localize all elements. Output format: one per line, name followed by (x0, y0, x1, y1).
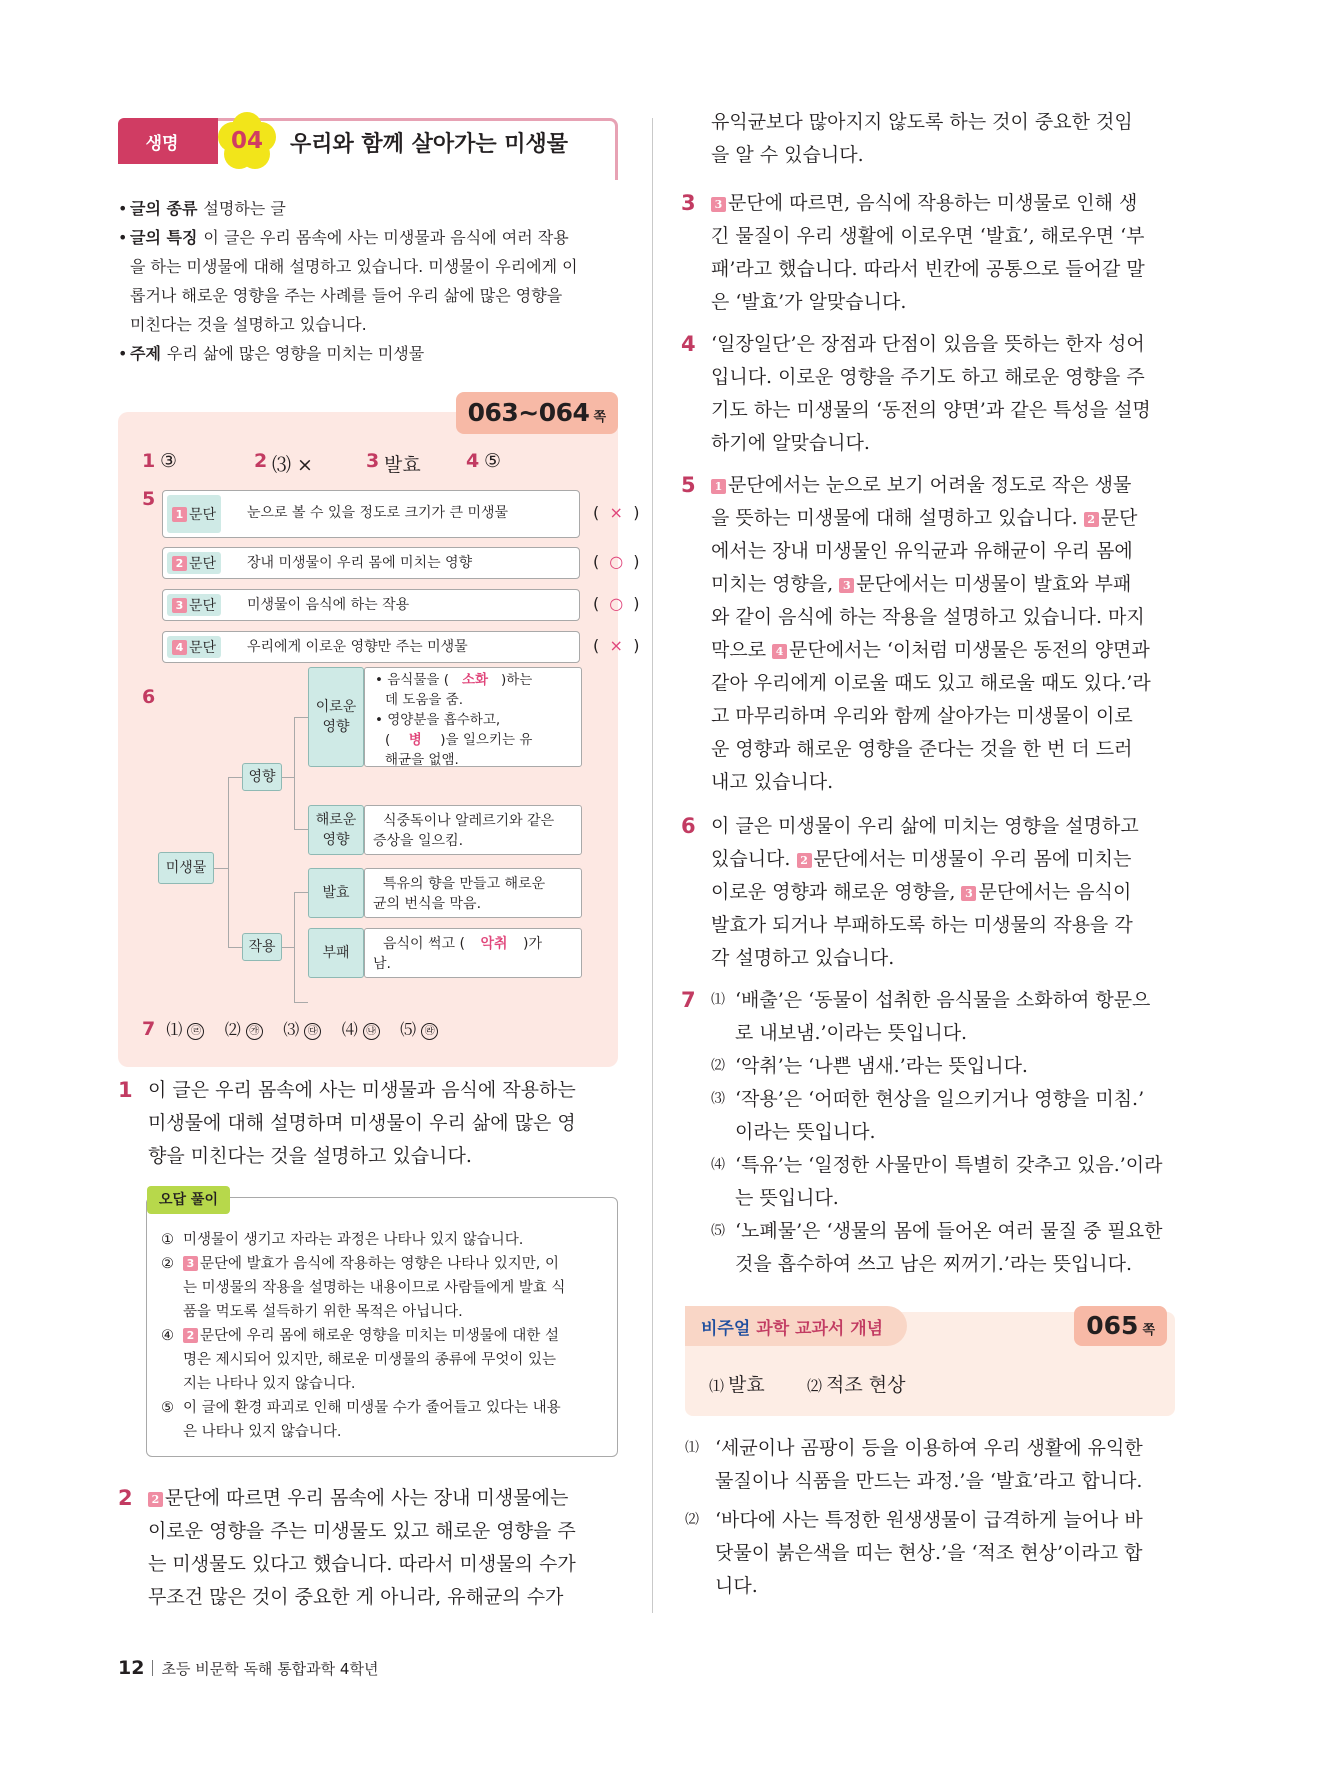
tree-good-text: • 음식물을 ( 소화 )하는 데 도움을 줌. • 영양분을 흡수하고, ( 병 )을 일으키는 유 해균을 없앰. (364, 667, 582, 767)
explanation-6: 6 이 글은 미생물이 우리 삶에 미치는 영향을 설명하고 있습니다. 2 문단에서는 미생물이 우리 몸에 미치는 이로운 영향과 해로운 영향을, 3 문단에서는 음식이 발효가 되거나 부패하도록 하는 미생물의 작용을 각 각 설명하고 있습니다. (681, 814, 1139, 969)
lesson-number: 04 (230, 128, 263, 154)
q7-answers: 7 ⑴ ㉣ ⑵ ㉮ ⑶ ㉰ ⑷ ㉯ ⑸ ㉱ (142, 1017, 438, 1040)
subject-label: 생명 (145, 133, 179, 154)
tree-rot-text: 음식이 썩고 ( 악취 )가 남. (364, 928, 582, 978)
book-title: 초등 비문학 독해 통합과학 4학년 (161, 1659, 379, 1678)
explanation-5: 5 1 문단에서는 눈으로 보기 어려울 정도로 작은 생물 을 뜻하는 미생물에 대해 설명하고 있습니다. 2 문단 에서는 장내 미생물인 유익균과 유해균이 우리 몸에 미치는 영향을, 3 문단에서는 미생물이 발효와 부패 와 같이 음식에 하는 작용을 설명하고 있습니다. 마지 막으로 4 문단에서는 ‘이처럼 미생물은 동전의 양면과 같아 우리에게 이로울 때도 있고 해로울 때도 있다.’라 고 마무리하며 우리와 함께 살아가는 미생물이 이로 운 영향과 해로운 영향을 준다는 것을 한 번 더 드러 내고 있습니다. (681, 473, 1151, 793)
visual-concept-label: 비주얼 과학 교과서 개념 (685, 1306, 907, 1346)
q5-row-4: 4 문단 우리에게 이로운 영향만 주는 미생물 (162, 631, 580, 663)
q6-number: 6 (142, 686, 156, 708)
page-range-tag: 063~064 쪽 (456, 392, 618, 434)
summary-theme: • 주제 우리 삶에 많은 영향을 미치는 미생물 (118, 344, 425, 363)
lesson-title-bar (118, 112, 618, 180)
summary-feature-l4: 미친다는 것을 설명하고 있습니다. (130, 315, 367, 334)
summary-feature: • 글의 특징 이 글은 우리 몸속에 사는 미생물과 음식에 여러 작용 (118, 228, 569, 247)
summary-block (118, 194, 618, 368)
column-divider (652, 118, 653, 1613)
para-tag: 1 문단 (167, 495, 221, 533)
explanation-4: 4 ‘일장일단’은 장점과 단점이 있음을 뜻하는 한자 성어 입니다. 이로운 영향을 주기도 하고 해로운 영향을 주 기도 하는 미생물의 ‘동전의 양면’과 같은 특성을 설명 하기에 알맞습니다. (681, 332, 1151, 454)
summary-feature-l2: 을 하는 미생물에 대해 설명하고 있습니다. 미생물이 우리에게 이 (130, 257, 578, 276)
left-column (118, 112, 640, 1608)
tree-rot: 부패 (308, 928, 364, 978)
q5-mark-4: ( × ) (593, 636, 640, 655)
wrong-answer-label: 오답 풀이 (147, 1186, 230, 1214)
visual-page-tag: 065 쪽 (1074, 1306, 1167, 1346)
wrong-item: ④ 2 문단에 우리 몸에 해로운 영향을 미치는 미생물에 대한 설 (161, 1328, 560, 1344)
wrong-item: ⑤ 이 글에 환경 파괴로 인해 미생물 수가 줄어들고 있다는 내용 (161, 1400, 561, 1416)
summary-kind: • 글의 종류 설명하는 글 (118, 199, 286, 218)
explanation-1: 1 이 글은 우리 몸속에 사는 미생물과 음식에 작용하는 미생물에 대해 설명하며 미생물이 우리 삶에 많은 영 향을 미친다는 것을 설명하고 있습니다. (118, 1078, 576, 1167)
tree-influence: 영향 (242, 763, 282, 791)
tree-bad-text: 식중독이나 알레르기와 같은 증상을 일으킴. (364, 805, 582, 855)
lesson-title: 우리와 함께 살아가는 미생물 (290, 132, 569, 157)
explanation-7: 7 ⑴ ‘배출’은 ‘동물이 섭취한 음식물을 소화하여 항문으 로 내보냄.’이라는 뜻입니다. ⑵ ‘악취’는 ‘나쁜 냄새.’라는 뜻입니다. ⑶ ‘작용’은 ‘어떠한 현상을 일으키거나 영향을 미침.’ 이라는 뜻입니다. ⑷ ‘특유’는 ‘일정한 사물만이 특별히 갖추고 있음.’이라 는 뜻입니다. ⑸ ‘노폐물’은 ‘생물의 몸에 들어온 여러 물질 중 필요한 것을 흡수하여 쓰고 남은 찌꺼기.’라는 뜻입니다. (681, 988, 1163, 1275)
explanation-2-continued: 유익균보다 많아지지 않도록 하는 것이 중요한 것임 을 알 수 있습니다. (711, 111, 1133, 166)
answer-box: 063~064 쪽 1 ③ 2 ⑶ × 3 발효 4 ⑤ 5 1 문단 눈으로 볼 수 있을 정도로 크기가 큰 미생물 ( × ) 2 문단 장내 미생물이 우리 몸에 미치는 영향 ( ○ ) 3 문단 미생물이 음식에 하는 작용 ( ○ ) 4 문단 우리에게 이로운 영향만 주는 미생물 ( × ) 6 미생물 영향 작용 이로운 영향 • 음식물을 ( 소화 )하는 데 도움을 줌. • 영양분을 흡수하고, ( 병 )을 일으키는 유 해균을 없앰. 해로운 영향 식중독이나 알레르기와 같은 증상을 일으킴. 발효 특유의 향을 만들고 해로운 균의 번식을 막음. 부패 음식이 썩고 ( 악취 )가 남. 7 ⑴ ㉣ ⑵ ㉮ ⑶ ㉰ ⑷ ㉯ ⑸ ㉱ (118, 412, 618, 1067)
wrong-item: ① 미생물이 생기고 자라는 과정은 나타나 있지 않습니다. (161, 1232, 524, 1248)
page-number: 12 (118, 1657, 145, 1679)
tree-good-influence: 이로운 영향 (308, 667, 364, 767)
visual-concept-box (685, 1312, 1175, 1416)
tree-ferment: 발효 (308, 868, 364, 918)
visual-answers: ⑴ 발효 ⑵ 적조 현상 (709, 1374, 906, 1396)
visual-explanation: ⑴ ‘세균이나 곰팡이 등을 이용하여 우리 생활에 유익한 물질이나 식품을 만드는 과정.’을 ‘발효’라고 합니다. ⑵ ‘바다에 사는 특정한 원생생물이 급격하게 늘어나 바 닷물이 붉은색을 띠는 현상.’을 ‘적조 현상’이라고 합 니다. (685, 1437, 1143, 1597)
tree-ferment-text: 특유의 향을 만들고 해로운 균의 번식을 막음. (364, 868, 582, 918)
explanation-3: 3 3 문단에 따르면, 음식에 작용하는 미생물로 인해 생 긴 물질이 우리 생활에 이로우면 ‘발효’, 해로우면 ‘부 패’라고 했습니다. 따라서 빈칸에 공통으로 들어갈 말 은 ‘발효’가 알맞습니다. (681, 191, 1145, 313)
q5-row-1: 1 문단 눈으로 볼 수 있을 정도로 크기가 큰 미생물 (162, 490, 580, 538)
wrong-item: ② 3 문단에 발효가 음식에 작용하는 영향은 나타나 있지만, 이 (161, 1256, 560, 1272)
q5-mark-3: ( ○ ) (593, 594, 640, 613)
subject-tab (118, 118, 218, 164)
q5-mark-2: ( ○ ) (593, 552, 640, 571)
tree-root: 미생물 (158, 852, 214, 884)
footer-separator (152, 1660, 153, 1676)
q5-row-3: 3 문단 미생물이 음식에 하는 작용 (162, 589, 580, 621)
q5-row-2: 2 문단 장내 미생물이 우리 몸에 미치는 영향 (162, 547, 580, 579)
q5-mark-1: ( × ) (593, 503, 640, 522)
tree-bad-influence: 해로운 영향 (308, 805, 364, 855)
tree-action: 작용 (242, 933, 282, 961)
explanation-2: 2 2 문단에 따르면 우리 몸속에 사는 장내 미생물에는 이로운 영향을 주는 미생물도 있고 해로운 영향을 주 는 미생물도 있다고 했습니다. 따라서 미생물의 수가 무조건 많은 것이 중요한 게 아니라, 유해균의 수가 (118, 1486, 576, 1608)
wrong-answer-box: 오답 풀이 ① 미생물이 생기고 자라는 과정은 나타나 있지 않습니다. ② 3 문단에 발효가 음식에 작용하는 영향은 나타나 있지만, 이 는 미생물의 작용을 설명하는 내용이므로 사람들에게 발효 식 품을 먹도록 설득하기 위한 목적은 아닙니다. ④ 2 문단에 우리 몸에 해로운 영향을 미치는 미생물에 대한 설 명은 제시되어 있지만, 해로운 미생물의 종류에 무엇이 있는 지는 나타나 있지 않습니다. ⑤ 이 글에 환경 파괴로 인해 미생물 수가 줄어들고 있다는 내용 은 나타나 있지 않습니다. (146, 1197, 618, 1457)
summary-feature-l3: 롭거나 해로운 영향을 주는 사례를 들어 우리 삶에 많은 영향을 (130, 286, 563, 305)
q5-number: 5 (142, 488, 156, 510)
page-footer (118, 1657, 378, 1679)
